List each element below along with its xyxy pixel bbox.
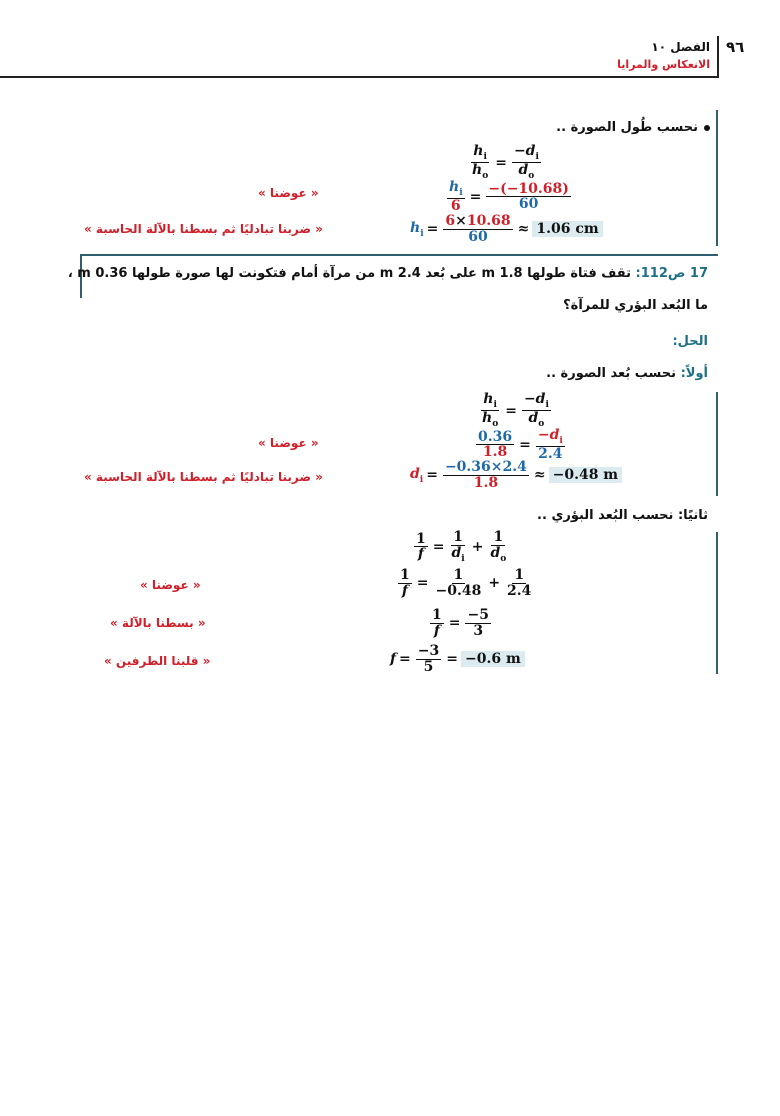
chapter-label: الفصل ١٠	[651, 40, 710, 54]
bullet-icon	[704, 125, 710, 131]
solution-label: الحل:	[672, 334, 708, 349]
p17-eq1: $\frac{h_i}{h_o}$ = $\frac{-d_i}{d_o}$	[482, 391, 549, 430]
problem-17-statement: 17 ص112: تقف فتاة طولها 1.8 m على بُعد 2.4 m من مرآة أمام فتكونت لها صورة طولها 0.36 m ،	[67, 266, 708, 281]
p17-note-invert: « قلبنا الطرفين »	[104, 654, 211, 668]
p17-note-substitute-2: « عوضنا »	[140, 578, 201, 592]
section-rule-3	[716, 392, 718, 496]
part1-eq3: $h_i$ = $\frac{6\times 10.68}{60}$ ≈ 1.06 cm	[410, 214, 603, 244]
p17-eq7: f = $\frac{-3}{5}$ = −0.6 m	[390, 644, 525, 674]
p17-note-simplify: « بسطنا بالآلة »	[110, 616, 206, 630]
step-second: ثانيًا: نحسب البُعد البؤري ..	[537, 508, 708, 523]
part1-note-substitute: « عوضنا »	[258, 186, 319, 200]
part1-intro: نحسب طُول الصورة ..	[556, 120, 710, 135]
page-number: ٩٦	[726, 38, 745, 56]
p17-eq2: $\frac{0.36}{1.8}$ = $\frac{-d_i}{2.4}$	[478, 427, 563, 463]
part1-eq1: $\frac{h_i}{h_o}$ = $\frac{-d_i}{d_o}$	[472, 143, 539, 182]
section-rule-4	[716, 532, 718, 674]
p17-note-substitute: « عوضنا »	[258, 436, 319, 450]
p17-focal-length-result: −0.6 m	[461, 651, 525, 667]
p17-eq6: $\frac{1}{f}$ = $\frac{-5}{3}$	[432, 607, 489, 639]
chapter-title: الانعكاس والمرايا	[617, 58, 710, 71]
p17-eq3: $d_i$ = $\frac{-0.36\times 2.4}{1.8}$ ≈ −0.48 m	[410, 460, 622, 490]
part1-eq2: $\frac{h_i}{6}$ = $\frac{-(-10.68)}{60}$	[449, 179, 569, 215]
header-separator	[717, 36, 719, 78]
section-rule-1	[716, 110, 718, 246]
problem-17-question: ما البُعد البؤري للمرآة؟	[563, 298, 708, 313]
part1-note-cross-multiply: « ضربنا تبادليًا ثم بسطنا بالآلة الحاسبة »	[84, 222, 323, 236]
problem-number: 17	[689, 266, 708, 281]
section-divider	[80, 254, 718, 256]
part1-result: 1.06 cm	[532, 221, 602, 237]
p17-eq5: $\frac{1}{f}$ = $\frac{1}{-0.48}$ + $\frac{1}{2.4}$	[400, 567, 532, 599]
step-first: أولاً: نحسب بُعد الصورة ..	[546, 366, 708, 381]
p17-eq4: $\frac{1}{f}$ = $\frac{1}{d_i}$ + $\frac{1}{d_o}$	[416, 529, 507, 564]
problem-page-ref: ص112:	[635, 266, 686, 281]
header-rule	[0, 76, 718, 78]
p17-note-cross-multiply: « ضربنا تبادليًا ثم بسطنا بالآلة الحاسبة »	[84, 470, 323, 484]
p17-image-distance-result: −0.48 m	[549, 467, 623, 483]
